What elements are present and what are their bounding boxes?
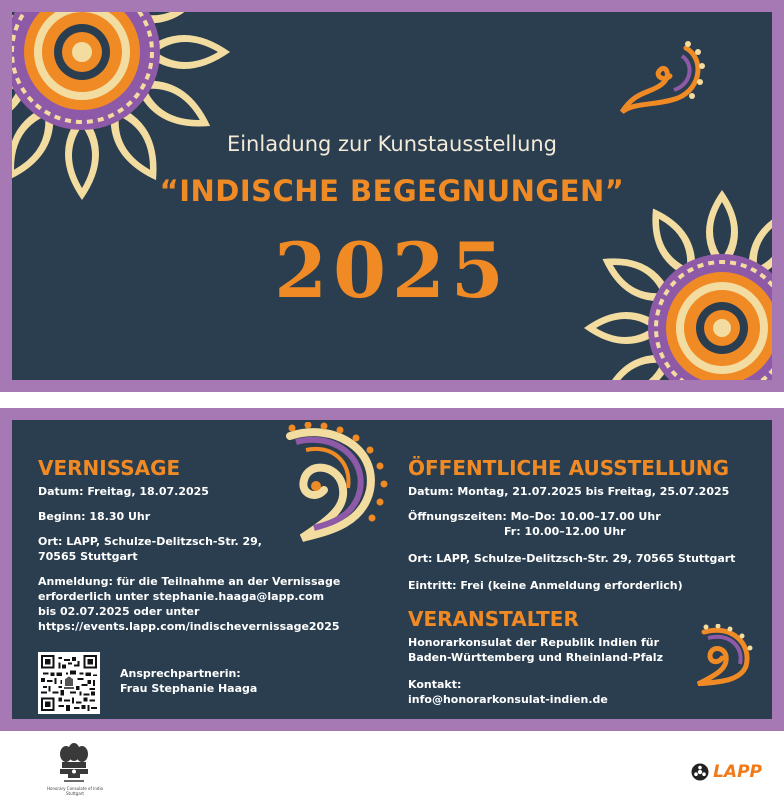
lapp-wordmark: LAPP: [713, 762, 762, 782]
organizer-contact-email[interactable]: info@honorarkonsulat-indien.de: [408, 693, 608, 706]
invitation-card: [12, 12, 772, 380]
vernissage-contact: [120, 666, 257, 696]
vernissage-start: Beginn: 18.30 Uhr: [38, 510, 151, 523]
consulate-line2: Stuttgart: [66, 791, 84, 796]
qr-code[interactable]: [38, 652, 100, 714]
exhibition-section: [408, 456, 758, 707]
vernissage-heading: VERNISSAGE: [38, 456, 181, 480]
registration-email-line[interactable]: erforderlich unter stephanie.haaga@lapp.com: [38, 590, 325, 603]
invitation-card-frame: [0, 0, 784, 392]
exhibition-title: “INDISCHE BEGEGNUNGEN”: [159, 174, 625, 208]
opening-hours-line1: Öffnungszeiten: Mo–Do: 10.00–17.00 Uhr: [408, 510, 661, 523]
exhibition-heading: ÖFFENTLICHE AUSSTELLUNG: [408, 456, 730, 480]
organizer-line2: Baden-Württemberg und Rheinland-Pfalz: [408, 651, 663, 664]
consulate-line1: Honorary Consulate of India: [46, 786, 104, 791]
consulate-caption: [30, 786, 120, 796]
vernissage-location-line2: 70565 Stuttgart: [38, 550, 138, 563]
exhibition-location: Ort: LAPP, Schulze-Delitzsch-Str. 29, 70565 Stuttgart: [408, 552, 736, 565]
exhibition-date: Datum: Montag, 21.07.2025 bis Freitag, 25.07.2025: [408, 485, 730, 498]
opening-hours-line2: Fr: 10.00–12.00 Uhr: [504, 525, 626, 538]
paisley-icon: [616, 38, 706, 118]
lapp-logo-icon: [691, 763, 709, 781]
registration-line1: Anmeldung: für die Teilnahme an der Vernissage: [38, 575, 341, 588]
lapp-logo[interactable]: [691, 762, 762, 782]
national-emblem-icon: [54, 742, 94, 786]
vernissage-section: [38, 456, 368, 634]
exhibition-year: 2025: [274, 226, 510, 315]
vernissage-date: Datum: Freitag, 18.07.2025: [38, 485, 209, 498]
info-card: [12, 420, 772, 719]
contact-name: Frau Stephanie Haaga: [120, 682, 258, 695]
registration-line3: bis 02.07.2025 oder unter: [38, 605, 200, 618]
organizer-line1: Honorarkonsulat der Republik Indien für: [408, 636, 660, 649]
vernissage-location-line1: Ort: LAPP, Schulze-Delitzsch-Str. 29,: [38, 535, 262, 548]
organizer-contact-label: Kontakt:: [408, 678, 462, 691]
exhibition-entry: Eintritt: Frei (keine Anmeldung erforderlich): [408, 579, 683, 592]
invitation-subtitle: Einladung zur Kunstausstellung: [226, 132, 558, 156]
contact-label: Ansprechpartnerin:: [120, 667, 241, 680]
organizer-heading: VERANSTALTER: [408, 607, 579, 631]
registration-url-link[interactable]: https://events.lapp.com/indischevernissage2025: [38, 620, 340, 633]
info-card-frame: [0, 408, 784, 731]
qr-code-pattern: [41, 655, 97, 711]
